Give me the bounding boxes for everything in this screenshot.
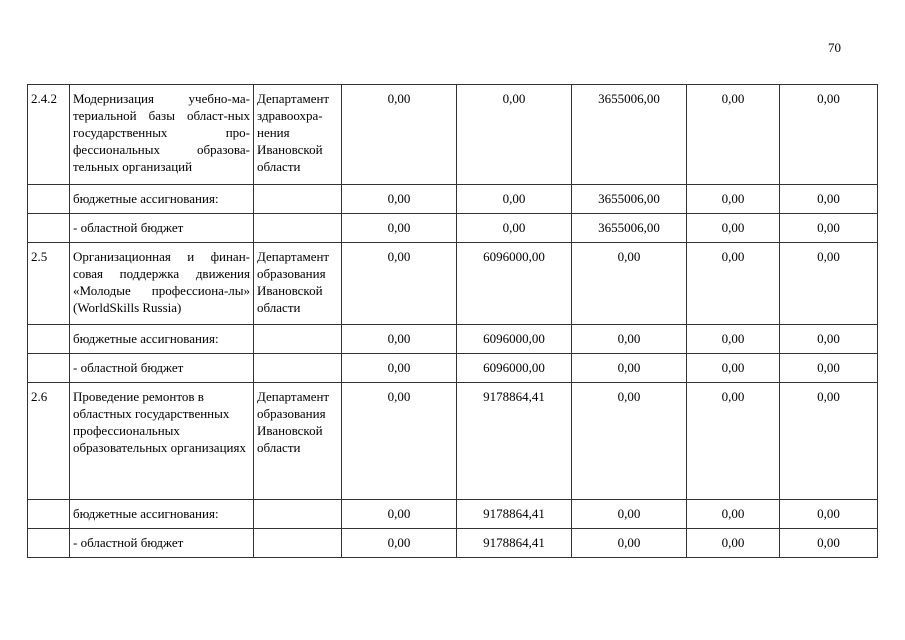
row-value: 0,00 — [780, 529, 878, 558]
row-name: бюджетные ассигнования: — [70, 185, 254, 214]
row-value: 0,00 — [780, 325, 878, 354]
table-row — [28, 243, 878, 325]
row-code — [28, 214, 70, 243]
row-value: 9178864,41 — [457, 500, 572, 529]
row-executor — [254, 500, 342, 529]
row-name: Модернизация учебно-ма-териальной базы област-ных государственных про-фессиональных образова-тельных организаций — [70, 85, 254, 185]
row-value: 0,00 — [572, 529, 687, 558]
table-row — [28, 325, 878, 354]
row-code — [28, 500, 70, 529]
row-value: 0,00 — [342, 354, 457, 383]
row-value: 0,00 — [342, 214, 457, 243]
row-name: бюджетные ассигнования: — [70, 500, 254, 529]
table-row — [28, 185, 878, 214]
row-value: 0,00 — [572, 383, 687, 500]
row-code — [28, 529, 70, 558]
row-value: 9178864,41 — [457, 529, 572, 558]
table-row — [28, 85, 878, 185]
table-body — [28, 85, 878, 558]
table-row — [28, 214, 878, 243]
row-executor — [254, 529, 342, 558]
row-name: - областной бюджет — [70, 529, 254, 558]
row-executor: Департамент образования Ивановской области — [254, 243, 342, 325]
row-value: 3655006,00 — [572, 214, 687, 243]
row-executor — [254, 214, 342, 243]
row-code — [28, 354, 70, 383]
row-executor: Департамент здравоохра-нения Ивановской области — [254, 85, 342, 185]
row-value: 0,00 — [780, 383, 878, 500]
row-name: - областной бюджет — [70, 354, 254, 383]
row-value: 0,00 — [572, 500, 687, 529]
row-value: 0,00 — [342, 243, 457, 325]
row-code — [28, 185, 70, 214]
table-row — [28, 500, 878, 529]
table-row — [28, 354, 878, 383]
row-value: 0,00 — [572, 325, 687, 354]
row-value: 0,00 — [342, 85, 457, 185]
row-name: бюджетные ассигнования: — [70, 325, 254, 354]
budget-table — [27, 84, 878, 558]
row-value: 0,00 — [687, 354, 780, 383]
row-value: 0,00 — [687, 185, 780, 214]
row-value: 6096000,00 — [457, 243, 572, 325]
row-code: 2.4.2 — [28, 85, 70, 185]
row-name: - областной бюджет — [70, 214, 254, 243]
row-value: 0,00 — [687, 85, 780, 185]
row-executor — [254, 354, 342, 383]
row-value: 0,00 — [572, 354, 687, 383]
row-code: 2.5 — [28, 243, 70, 325]
row-value: 0,00 — [687, 243, 780, 325]
row-value: 9178864,41 — [457, 383, 572, 500]
row-value: 0,00 — [457, 185, 572, 214]
row-value: 0,00 — [687, 529, 780, 558]
row-value: 0,00 — [780, 185, 878, 214]
row-executor — [254, 185, 342, 214]
row-executor: Департамент образования Ивановской области — [254, 383, 342, 500]
row-value: 0,00 — [342, 185, 457, 214]
row-value: 0,00 — [342, 500, 457, 529]
row-value: 6096000,00 — [457, 325, 572, 354]
page-number: 70 — [828, 40, 841, 55]
row-value: 0,00 — [457, 214, 572, 243]
row-value: 0,00 — [687, 325, 780, 354]
row-executor — [254, 325, 342, 354]
row-value: 0,00 — [687, 500, 780, 529]
row-name: Проведение ремонтов в областных государственных профессиональных образовательных организациях — [70, 383, 254, 500]
table-row — [28, 383, 878, 500]
row-value: 3655006,00 — [572, 185, 687, 214]
row-code — [28, 325, 70, 354]
row-value: 0,00 — [780, 85, 878, 185]
row-value: 3655006,00 — [572, 85, 687, 185]
row-value: 0,00 — [780, 354, 878, 383]
row-value: 0,00 — [342, 529, 457, 558]
row-value: 0,00 — [780, 243, 878, 325]
row-value: 6096000,00 — [457, 354, 572, 383]
row-value: 0,00 — [780, 500, 878, 529]
row-value: 0,00 — [457, 85, 572, 185]
row-code: 2.6 — [28, 383, 70, 500]
row-value: 0,00 — [342, 383, 457, 500]
row-value: 0,00 — [780, 214, 878, 243]
row-value: 0,00 — [342, 325, 457, 354]
row-value: 0,00 — [687, 214, 780, 243]
row-name: Организационная и финан-совая поддержка движения «Молодые профессиона-лы» (WorldSkills Russia) — [70, 243, 254, 325]
row-value: 0,00 — [687, 383, 780, 500]
row-value: 0,00 — [572, 243, 687, 325]
table-row — [28, 529, 878, 558]
